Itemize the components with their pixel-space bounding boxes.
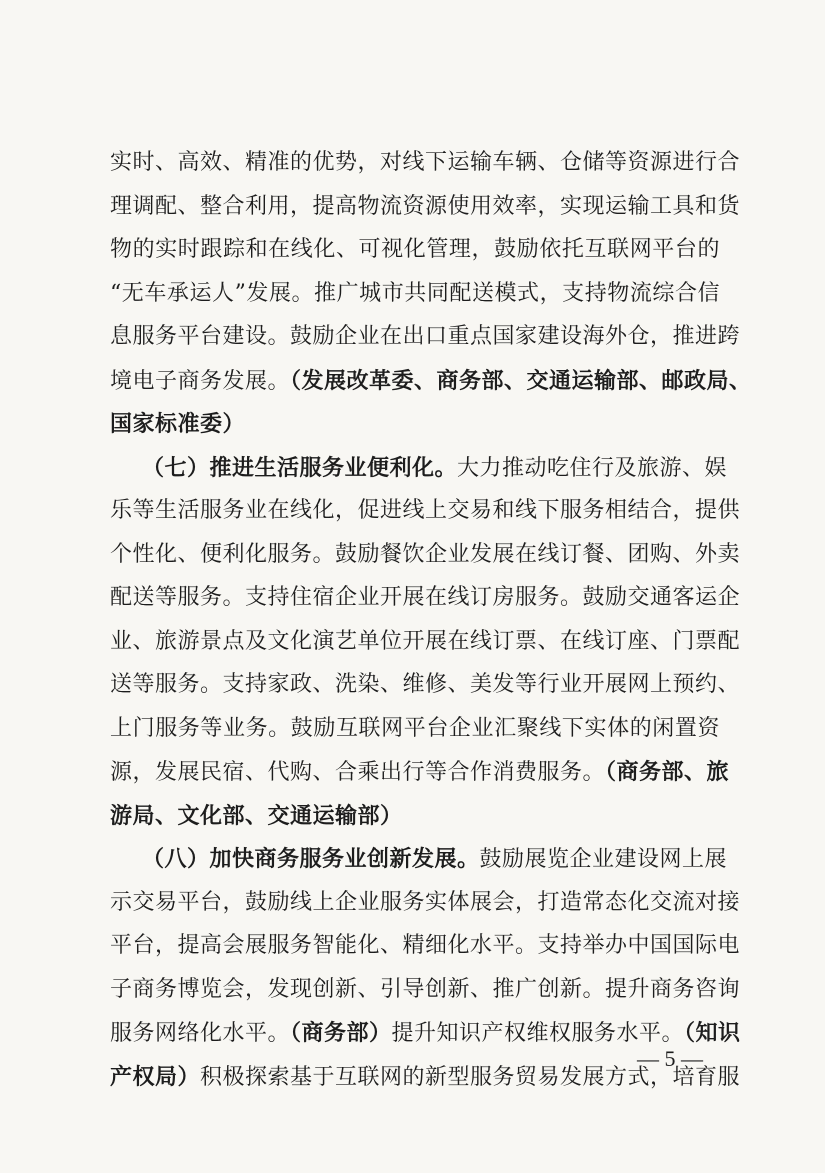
text-line	[110, 143, 741, 183]
text-segment: 鼓励展览企业建设网上展	[479, 847, 728, 872]
text-segment: 配送等服务。支持住宿企业开展在线订房服务。鼓励交通客运企	[110, 585, 741, 610]
text-line	[110, 361, 752, 401]
text-segment: 乐等生活服务业在线化，促进线上交易和线下服务相结合，提供	[110, 498, 741, 523]
text-line	[110, 926, 741, 966]
text-line	[110, 274, 720, 314]
text-segment: 实时、高效、精准的优势，对线下运输车辆、仓储等资源进行合	[110, 150, 741, 175]
text-segment: 大力推动吃住行及旅游、娱	[457, 456, 728, 481]
bold-text-segment: 游局、文化部、交通运输部）	[110, 803, 403, 829]
text-line	[110, 230, 720, 270]
bold-text-segment: （商务部、旅	[605, 759, 730, 785]
text-line	[142, 839, 728, 879]
text-segment: 子商务博览会，发现创新、引导创新、推广创新。提升商务咨询	[110, 977, 741, 1002]
text-line	[110, 709, 720, 749]
text-segment: “无车承运人”发展。推广城市共同配送模式，支持物流综合信	[110, 281, 720, 306]
text-line	[110, 187, 741, 227]
text-line	[110, 491, 741, 531]
page-number: — 5 —	[637, 1046, 703, 1071]
bold-text-segment: （知识	[684, 1020, 741, 1046]
text-segment: 个性化、便利化服务。鼓励餐饮企业发展在线订餐、团购、外卖	[110, 542, 741, 567]
text-line	[110, 622, 741, 662]
text-segment: 提升知识产权维权服务水平。	[391, 1021, 685, 1046]
text-segment: 物的实时跟踪和在线化、可视化管理，鼓励依托互联网平台的	[110, 237, 720, 262]
text-line	[110, 665, 741, 705]
text-segment: 服务网络化水平。	[110, 1021, 291, 1046]
bold-text-segment: 国家标准委）	[110, 411, 246, 437]
text-segment: 理调配、整合利用，提高物流资源使用效率，实现运输工具和货	[110, 194, 741, 219]
text-segment: 业、旅游景点及文化演艺单位开展在线订票、在线订座、门票配	[110, 629, 741, 654]
text-line	[110, 796, 720, 836]
text-segment: 送等服务。支持家政、洗染、维修、美发等行业开展网上预约、	[110, 672, 741, 697]
text-segment: 平台，提高会展服务智能化、精细化水平。支持举办中国国际电	[110, 933, 741, 958]
text-line	[110, 317, 741, 357]
text-line	[110, 752, 730, 792]
bold-text-segment: （七）推进生活服务业便利化。	[142, 455, 458, 481]
text-line	[110, 404, 720, 444]
bold-text-segment: （商务部）	[290, 1020, 392, 1046]
text-line	[110, 578, 741, 618]
text-segment: 示交易平台，鼓励线上企业服务实体展会，打造常态化交流对接	[110, 890, 741, 915]
text-segment: 息服务平台建设。鼓励企业在出口重点国家建设海外仓，推进跨	[110, 324, 741, 349]
text-line	[110, 535, 741, 575]
bold-text-segment: （八）加快商务服务业创新发展。	[142, 846, 480, 872]
bold-text-segment: 产权局）	[110, 1064, 201, 1090]
text-segment: 上门服务等业务。鼓励互联网平台企业汇聚线下实体的闲置资	[110, 716, 720, 741]
text-line	[110, 970, 741, 1010]
text-segment: 境电子商务发展。	[110, 369, 291, 394]
text-segment: 源，发展民宿、代购、合乘出行等合作消费服务。	[110, 760, 606, 785]
text-line	[142, 448, 728, 488]
bold-text-segment: （发展改革委、商务部、交通运输部、邮政局、	[290, 368, 752, 394]
text-line	[110, 883, 741, 923]
text-segment: 积极探索基于互联网的新型服务贸易发展方式，培育服	[200, 1065, 741, 1090]
